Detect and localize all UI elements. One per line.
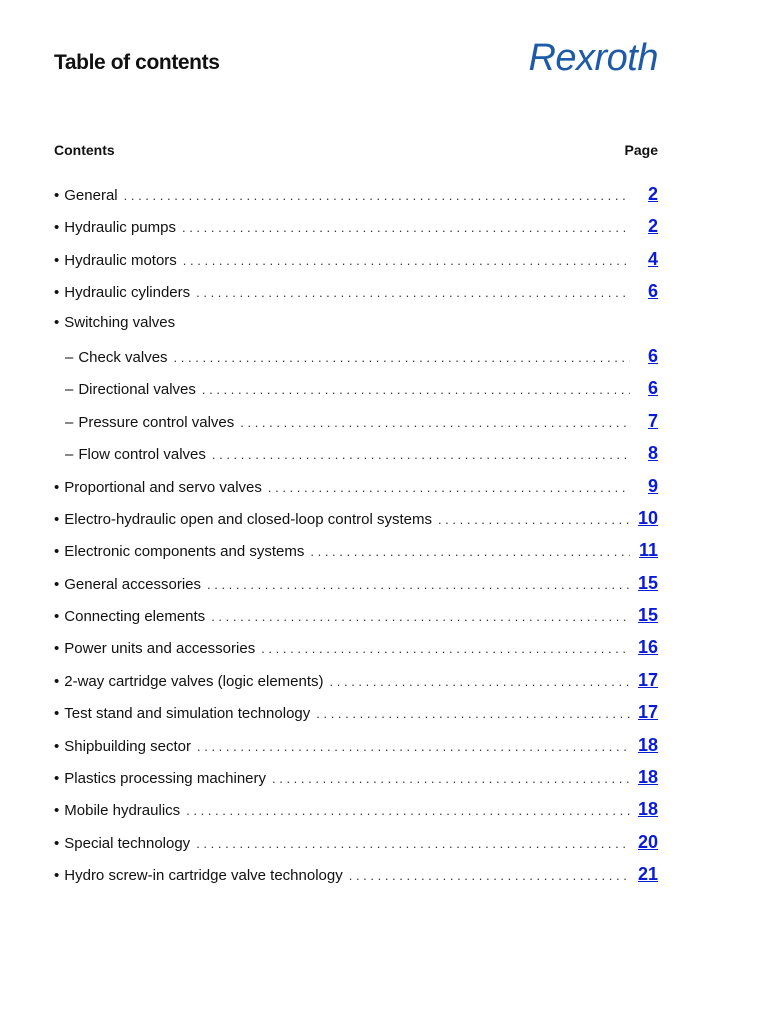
toc-entry-label: Plastics processing machinery bbox=[64, 770, 267, 788]
dot-leader bbox=[438, 512, 630, 527]
dot-leader bbox=[212, 447, 630, 462]
toc-entry[interactable] bbox=[54, 378, 658, 410]
toc-entry-label: Special technology bbox=[64, 834, 191, 852]
toc-entry-label: Hydraulic motors bbox=[64, 251, 177, 269]
toc-entry-label: Power units and accessories bbox=[64, 640, 256, 658]
page-title: Table of contents bbox=[54, 51, 220, 74]
table-of-contents bbox=[54, 184, 658, 897]
toc-entry[interactable] bbox=[54, 443, 658, 475]
toc-entry[interactable] bbox=[54, 346, 658, 378]
toc-entry-label: 2-way cartridge valves (logic elements) bbox=[64, 672, 324, 690]
bullet-marker: • bbox=[54, 770, 60, 788]
dot-leader bbox=[186, 803, 630, 818]
toc-entry[interactable] bbox=[54, 799, 658, 831]
toc-entry-label: Test stand and simulation technology bbox=[64, 705, 311, 723]
dot-leader bbox=[272, 771, 630, 786]
page-number-link[interactable]: 8 bbox=[647, 443, 658, 464]
dot-leader bbox=[196, 836, 630, 851]
page-number-link[interactable]: 20 bbox=[637, 831, 658, 852]
dot-leader bbox=[349, 868, 630, 883]
bullet-marker: • bbox=[54, 251, 60, 269]
dot-leader bbox=[330, 674, 630, 689]
contents-column-label: Contents bbox=[54, 142, 115, 158]
dot-leader bbox=[124, 188, 630, 203]
dot-leader bbox=[240, 415, 630, 430]
dash-marker: – bbox=[65, 446, 74, 464]
toc-entry-label: Proportional and servo valves bbox=[64, 478, 262, 496]
dot-leader bbox=[196, 285, 630, 300]
dot-leader bbox=[197, 739, 630, 754]
bullet-marker: • bbox=[54, 802, 60, 820]
bullet-marker: • bbox=[54, 543, 60, 561]
bullet-marker: • bbox=[54, 737, 60, 755]
page-number-link[interactable]: 18 bbox=[637, 799, 658, 820]
toc-entry-label: Shipbuilding sector bbox=[64, 737, 192, 755]
toc-entry[interactable] bbox=[54, 767, 658, 799]
toc-entry-label: Mobile hydraulics bbox=[64, 802, 181, 820]
bullet-marker: • bbox=[54, 867, 60, 885]
page-number-link[interactable]: 18 bbox=[637, 734, 658, 755]
toc-entry[interactable] bbox=[54, 411, 658, 443]
dash-marker: – bbox=[65, 381, 74, 399]
toc-entry[interactable] bbox=[54, 508, 658, 540]
document-page bbox=[54, 0, 658, 1024]
toc-entry[interactable] bbox=[54, 476, 658, 508]
page-number-link[interactable]: 2 bbox=[647, 184, 658, 204]
page-number-link[interactable]: 17 bbox=[637, 669, 658, 690]
page-column-label: Page bbox=[624, 142, 658, 158]
toc-entry[interactable] bbox=[54, 832, 658, 864]
toc-entry[interactable] bbox=[54, 735, 658, 767]
toc-entry-label: Directional valves bbox=[78, 381, 196, 399]
toc-entry[interactable] bbox=[54, 637, 658, 669]
toc-entry-label: Check valves bbox=[78, 348, 168, 366]
dot-leader bbox=[310, 544, 630, 559]
bullet-marker: • bbox=[54, 219, 60, 237]
toc-entry-label: General accessories bbox=[64, 575, 201, 593]
bullet-marker: • bbox=[54, 834, 60, 852]
toc-entry[interactable] bbox=[54, 249, 658, 281]
toc-entry[interactable] bbox=[54, 573, 658, 605]
bullet-marker: • bbox=[54, 575, 60, 593]
dash-marker: – bbox=[65, 413, 74, 431]
toc-entry[interactable] bbox=[54, 605, 658, 637]
page-number-link[interactable]: 16 bbox=[637, 637, 658, 658]
bullet-marker: • bbox=[54, 313, 60, 331]
page-number-link[interactable]: 2 bbox=[647, 216, 658, 237]
bullet-marker: • bbox=[54, 478, 60, 496]
bullet-marker: • bbox=[54, 284, 60, 302]
toc-entry[interactable] bbox=[54, 216, 658, 248]
dot-leader bbox=[183, 253, 630, 268]
dot-leader bbox=[316, 706, 630, 721]
bullet-marker: • bbox=[54, 608, 60, 626]
bullet-marker: • bbox=[54, 705, 60, 723]
column-headers bbox=[54, 142, 658, 162]
page-number-link[interactable]: 18 bbox=[637, 767, 658, 788]
toc-entry-label: Electro-hydraulic open and closed-loop control systems bbox=[64, 510, 432, 528]
toc-entry[interactable] bbox=[54, 864, 658, 896]
dot-leader bbox=[261, 641, 630, 656]
toc-entry bbox=[54, 314, 658, 346]
page-number-link[interactable]: 10 bbox=[637, 507, 658, 528]
toc-entry-label: Flow control valves bbox=[78, 446, 206, 464]
toc-entry-label: Hydraulic cylinders bbox=[64, 284, 191, 302]
bullet-marker: • bbox=[54, 187, 60, 204]
page-number-link[interactable]: 7 bbox=[647, 410, 658, 431]
toc-entry-label: Hydraulic pumps bbox=[64, 219, 176, 237]
page-number-link[interactable]: 4 bbox=[647, 248, 658, 269]
page-number-link[interactable]: 11 bbox=[638, 540, 658, 561]
page-number-link[interactable]: 9 bbox=[647, 475, 658, 496]
bullet-marker: • bbox=[54, 672, 60, 690]
dot-leader bbox=[268, 480, 630, 495]
page-header bbox=[54, 36, 658, 80]
page-number-link[interactable]: 15 bbox=[637, 572, 658, 593]
toc-entry[interactable] bbox=[54, 540, 658, 572]
dot-leader bbox=[174, 350, 630, 365]
page-number-link[interactable]: 15 bbox=[637, 605, 658, 626]
dot-leader bbox=[211, 609, 630, 624]
page-number-link[interactable]: 21 bbox=[637, 864, 658, 885]
toc-entry-label: General bbox=[64, 187, 118, 204]
toc-entry-label: Pressure control valves bbox=[78, 413, 235, 431]
dot-leader bbox=[207, 577, 630, 592]
toc-entry-label: Connecting elements bbox=[64, 608, 206, 626]
toc-entry[interactable] bbox=[54, 670, 658, 702]
toc-entry-label: Electronic components and systems bbox=[64, 543, 305, 561]
bullet-marker: • bbox=[54, 640, 60, 658]
toc-entry[interactable] bbox=[54, 702, 658, 734]
toc-entry-label: Switching valves bbox=[64, 313, 176, 331]
toc-entry[interactable] bbox=[54, 281, 658, 313]
page-number-link[interactable]: 6 bbox=[647, 281, 658, 302]
dot-leader bbox=[202, 382, 630, 397]
dot-leader bbox=[182, 220, 630, 235]
page-number-link[interactable]: 17 bbox=[637, 702, 658, 723]
rexroth-logo: Rexroth bbox=[528, 37, 658, 79]
page-number-link[interactable]: 6 bbox=[647, 345, 658, 366]
page-number-link[interactable]: 6 bbox=[647, 378, 658, 399]
toc-entry-label: Hydro screw-in cartridge valve technology bbox=[64, 867, 343, 885]
toc-entry[interactable] bbox=[54, 184, 658, 216]
dash-marker: – bbox=[65, 348, 74, 366]
bullet-marker: • bbox=[54, 510, 60, 528]
